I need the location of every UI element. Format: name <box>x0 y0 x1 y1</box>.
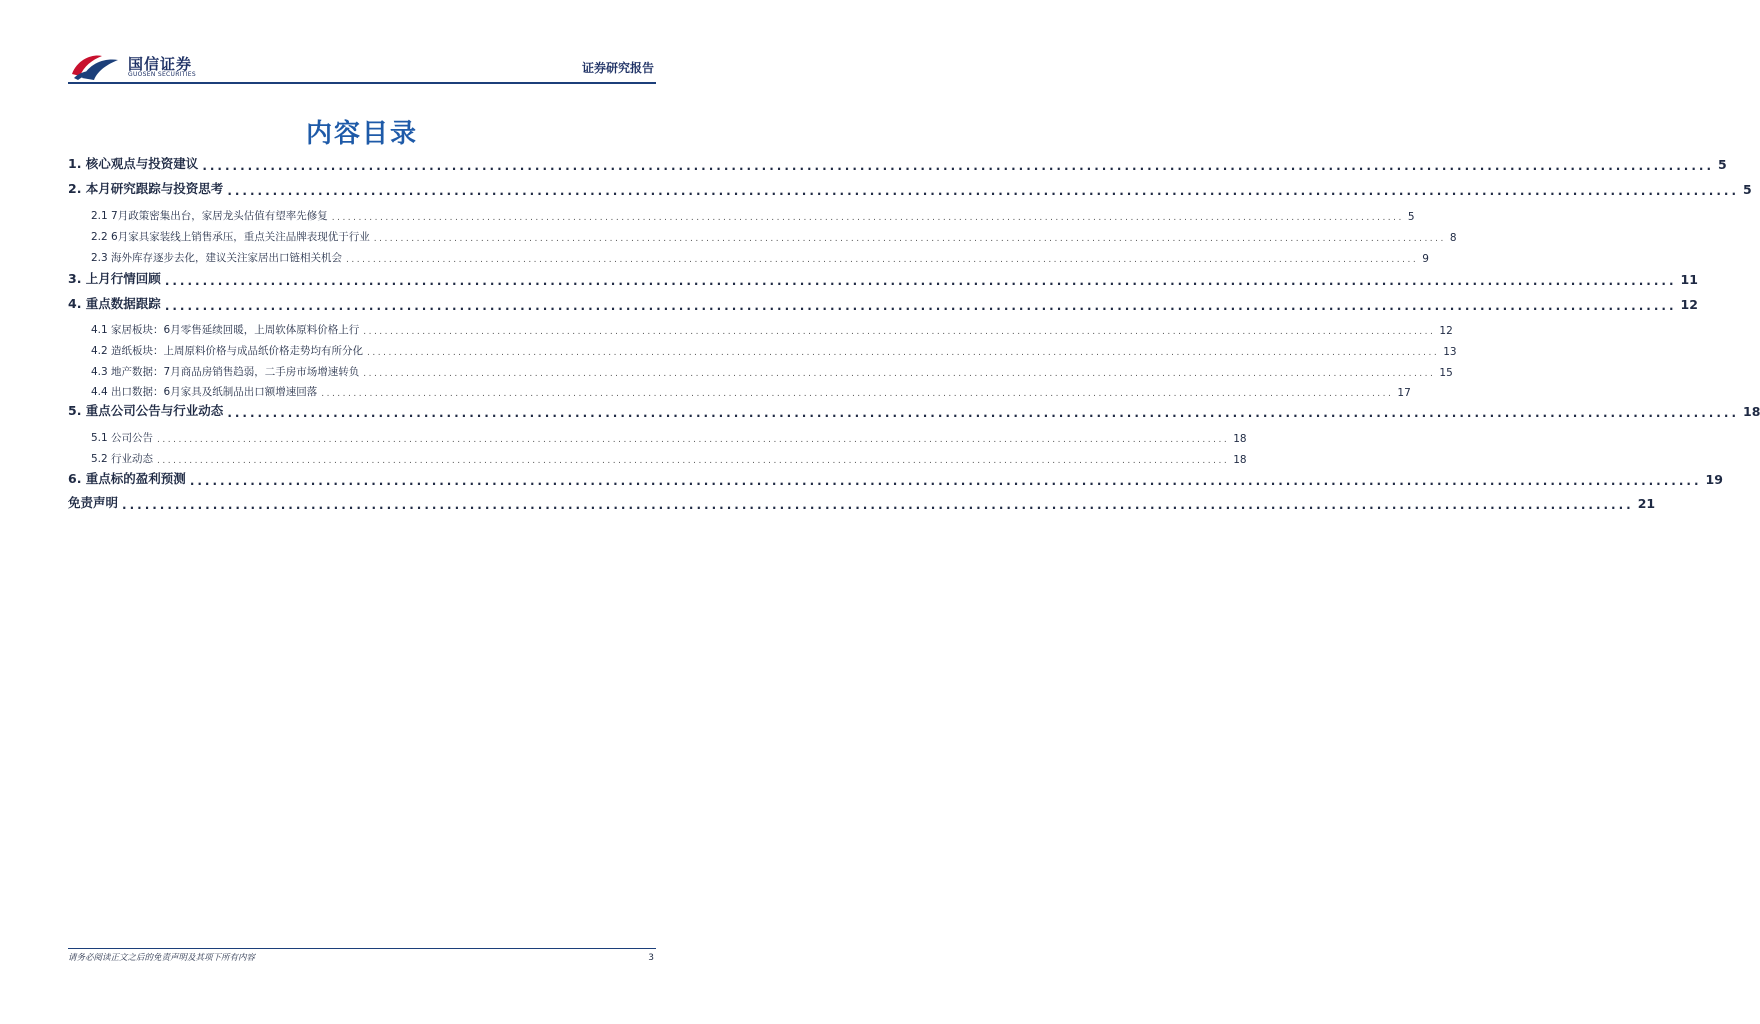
toc-entry-page: 18 <box>1233 433 1247 445</box>
toc-entry-page: 18 <box>1743 404 1760 419</box>
toc-entry-label: 2.3 海外库存逐步去化，建议关注家居出口链相关机会 <box>91 252 343 264</box>
toc-section-entry[interactable] <box>68 152 1727 173</box>
toc-section-entry[interactable] <box>68 267 1698 288</box>
toc-leader-dots: ........................................................................................................................................................................................................ <box>321 389 1394 399</box>
toc-entry-page: 11 <box>1680 272 1698 287</box>
toc-leader-dots: ........................................................................................................................................................................................................ <box>227 406 1740 420</box>
toc-section-entry[interactable] <box>68 177 1752 198</box>
guosen-logo-icon <box>68 52 122 82</box>
toc-leader-dots: ........................................................................................................................................................................................................ <box>363 369 1436 379</box>
toc-leader-dots: ........................................................................................................................................................................................................ <box>373 234 1446 244</box>
toc-leader-dots: ........................................................................................................................................................................................................ <box>346 255 1419 265</box>
toc-section-entry[interactable] <box>68 399 1760 420</box>
guosen-logo <box>68 50 218 84</box>
toc-leader-dots: ........................................................................................................................................................................................................ <box>189 474 1702 488</box>
toc-section-entry[interactable] <box>68 292 1698 313</box>
toc-entry-page: 8 <box>1449 232 1457 244</box>
page-header <box>68 50 656 84</box>
toc-section-entry[interactable] <box>68 467 1723 488</box>
toc-entry-label: 5. 重点公司公告与行业动态 <box>68 403 224 418</box>
toc-entry-label: 1. 核心观点与投资建议 <box>68 156 199 171</box>
page-number: 3 <box>648 953 654 963</box>
toc-entry-label: 4.4 出口数据：6月家具及纸制品出口额增速回落 <box>91 386 318 398</box>
toc-subsection-entry[interactable] <box>68 379 1411 399</box>
toc-entry-page: 9 <box>1422 253 1429 265</box>
toc-entry-label: 4. 重点数据跟踪 <box>68 296 161 311</box>
toc-entry-page: 5 <box>1718 157 1727 172</box>
toc-subsection-entry[interactable] <box>68 338 1457 358</box>
toc-entry-label: 3. 上月行情回顾 <box>68 271 161 286</box>
toc-leader-dots: ........................................................................................................................................................................................................ <box>227 184 1740 198</box>
toc-entry-label: 2.2 6月家具家装线上销售承压，重点关注品牌表现优于行业 <box>91 231 370 243</box>
toc-subsection-entry[interactable] <box>68 245 1429 265</box>
toc-leader-dots: ........................................................................................................................................................................................................ <box>202 159 1715 173</box>
toc-entry-label: 2.1 7月政策密集出台，家居龙头估值有望率先修复 <box>91 210 328 222</box>
toc-entry-label: 5.2 行业动态 <box>91 453 154 465</box>
toc-subsection-entry[interactable] <box>68 425 1247 445</box>
toc-section-entry[interactable] <box>68 491 1656 512</box>
toc-entry-page: 19 <box>1705 472 1723 487</box>
logo-chinese-name: 国信证券 <box>128 55 193 73</box>
footer-divider <box>68 948 656 949</box>
toc-entry-page: 17 <box>1397 387 1411 399</box>
toc-entry-label: 4.2 造纸板块：上周原料价格与成品纸价格走势均有所分化 <box>91 345 364 357</box>
disclaimer-note: 请务必阅读正文之后的免责声明及其项下所有内容 <box>68 953 256 963</box>
toc-entry-page: 5 <box>1407 211 1415 223</box>
toc-entry-label: 4.3 地产数据：7月商品房销售趋弱，二手房市场增速转负 <box>91 366 360 378</box>
toc-title: 内容目录 <box>305 119 418 149</box>
toc-entry-page: 5 <box>1743 182 1752 197</box>
toc-entry-label: 4.1 家居板块：6月零售延续回暖，上周软体原料价格上行 <box>91 324 360 336</box>
toc-subsection-entry[interactable] <box>68 203 1415 223</box>
logo-english-name: GUOSEN SECURITIES <box>128 71 197 78</box>
toc-leader-dots: ........................................................................................................................................................................................................ <box>122 498 1634 512</box>
toc-subsection-entry[interactable] <box>68 446 1247 466</box>
toc-entry-label: 6. 重点标的盈利预测 <box>68 471 186 486</box>
toc-entry-page: 12 <box>1439 325 1453 337</box>
toc-entry-label: 免责声明 <box>68 495 119 510</box>
toc-leader-dots: ........................................................................................................................................................................................................ <box>157 456 1230 466</box>
toc-entry-page: 13 <box>1443 346 1457 358</box>
toc-leader-dots: ........................................................................................................................................................................................................ <box>157 435 1230 445</box>
toc-subsection-entry[interactable] <box>68 317 1453 337</box>
toc-leader-dots: ........................................................................................................................................................................................................ <box>367 348 1440 358</box>
toc-subsection-entry[interactable] <box>68 224 1457 244</box>
toc-leader-dots: ........................................................................................................................................................................................................ <box>164 299 1677 313</box>
toc-entry-label: 5.1 公司公告 <box>91 432 154 444</box>
toc-entry-page: 18 <box>1233 454 1247 466</box>
toc-leader-dots: ........................................................................................................................................................................................................ <box>363 327 1436 337</box>
toc-entry-page: 15 <box>1439 367 1453 379</box>
toc-leader-dots: ........................................................................................................................................................................................................ <box>164 274 1677 288</box>
toc-entry-label: 2. 本月研究跟踪与投资思考 <box>68 181 224 196</box>
toc-entry-page: 12 <box>1680 297 1698 312</box>
toc-entry-page: 21 <box>1637 496 1656 511</box>
toc-subsection-entry[interactable] <box>68 359 1453 379</box>
report-type-label: 证券研究报告 <box>581 61 654 75</box>
toc-leader-dots: ........................................................................................................................................................................................................ <box>331 213 1404 223</box>
header-divider <box>68 82 656 84</box>
